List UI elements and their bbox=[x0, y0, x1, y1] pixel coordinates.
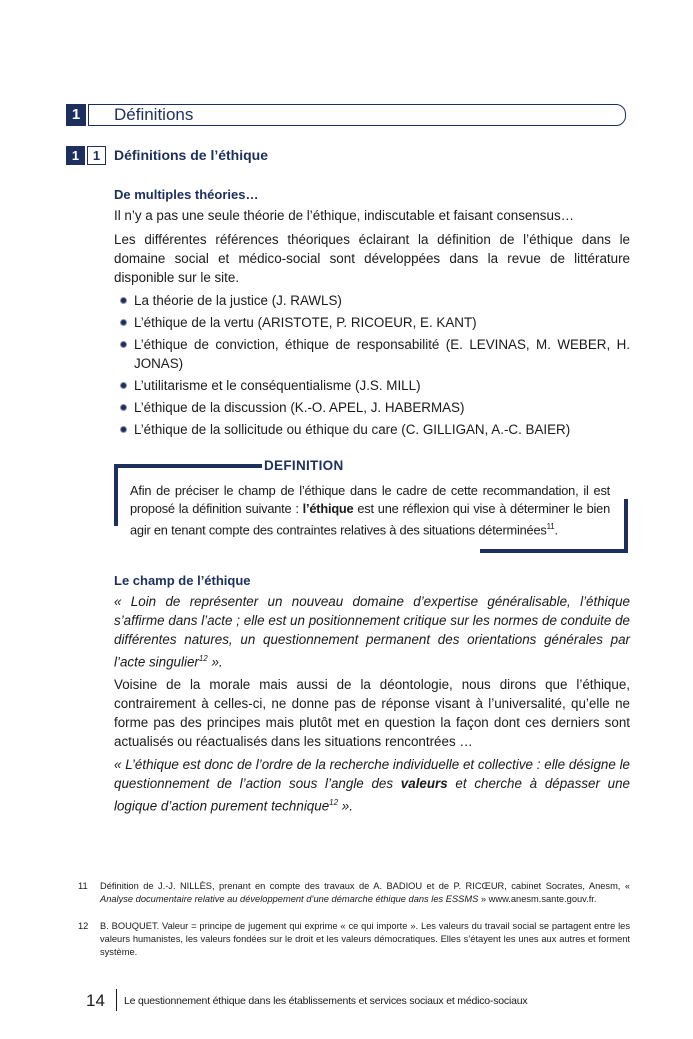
champ-heading: Le champ de l’éthique bbox=[114, 573, 251, 588]
definition-box bbox=[114, 459, 630, 555]
champ-quote-2: « L’éthique est donc de l’ordre de la recherche individuelle et collective : elle désigne le questionnement de l’action sous l’angle des valeurs et cherche à dépasser une logique d’action purement technique$^{12}$ ». bbox=[114, 757, 630, 814]
bullet-icon bbox=[120, 319, 127, 326]
definition-box-bottom-rule bbox=[480, 549, 628, 553]
values-term: valeurs bbox=[400, 776, 448, 792]
bullet-icon bbox=[120, 382, 127, 389]
champ-quote-1: « Loin de représenter un nouveau domaine d’expertise généralisable, l’éthique s’affirme dans l’acte ; elle est un positionnement critique sur les normes de conduite de différentes natures, un questionnement permanent des orientations générales par l’acte singulier$^{12}$ ». bbox=[114, 594, 630, 670]
section-title: Définitions bbox=[114, 105, 194, 124]
list-item: L’éthique de conviction, éthique de responsabilité (E. LEVINAS, M. WEBER, H. JONAS) bbox=[114, 335, 630, 373]
footnote-number: 12 bbox=[78, 921, 89, 931]
theories-paragraph-1: Il n’y a pas une seule théorie de l’éthique, indiscutable et faisant consensus… bbox=[114, 208, 575, 223]
list-item: La théorie de la justice (J. RAWLS) bbox=[114, 291, 630, 310]
definition-label: DEFINITION bbox=[264, 458, 344, 473]
theories-heading: De multiples théories… bbox=[114, 187, 259, 202]
footer-divider bbox=[116, 989, 117, 1011]
section-number: 1 bbox=[66, 104, 86, 126]
list-item: L’éthique de la vertu (ARISTOTE, P. RICOEUR, E. KANT) bbox=[114, 313, 630, 332]
theories-block bbox=[114, 186, 630, 442]
section-header bbox=[66, 104, 626, 126]
running-footer-title: Le questionnement éthique dans les établissements et services sociaux et médico-sociaux bbox=[124, 995, 528, 1007]
bullet-icon bbox=[120, 426, 127, 433]
subsection-number-2: 1 bbox=[87, 146, 106, 165]
subsection-number-1: 1 bbox=[66, 146, 85, 165]
list-item: L’éthique de la discussion (K.-O. APEL, J. HABERMAS) bbox=[114, 398, 630, 417]
footnote-ref: 11 bbox=[546, 522, 555, 531]
list-item: L’éthique de la sollicitude ou éthique du care (C. GILLIGAN, A.-C. BAIER) bbox=[114, 420, 630, 439]
subsection-title: Définitions de l’éthique bbox=[114, 147, 269, 163]
bullet-icon bbox=[120, 404, 127, 411]
theories-paragraph-2: Les différentes références théoriques éclairant la définition de l’éthique dans le domaine social et médico-social sont développées dans la revue de littérature disponible sur le site. bbox=[114, 232, 630, 285]
definition-box-left-rule bbox=[114, 464, 118, 526]
champ-block bbox=[114, 572, 630, 816]
bullet-icon bbox=[120, 341, 127, 348]
footnote-ref: 12 bbox=[329, 798, 339, 808]
bullet-icon bbox=[120, 297, 127, 304]
page-number: 14 bbox=[86, 991, 105, 1010]
champ-paragraph: Voisine de la morale mais aussi de la déontologie, nous dirons que l’éthique, contrairement à celles-ci, ne donne pas de réponse visant à l’universalité, qu’elle ne forme pas des principes mais plutôt met en question la façon dont ces derniers sont actualisés ou réactualisés dans les situations rencontrées … bbox=[114, 677, 630, 750]
definition-box-right-rule bbox=[624, 499, 628, 553]
footnote-11: 11 Définition de J.-J. NILLÈS, prenant en compte des travaux de A. BADIOU et de P. RICŒUR, cabinet Socrates, Anesm, « Analyse documentaire relative au développement d’une démarche éthique dans les ESSMS » www.anesm.sante.gouv.fr. bbox=[78, 881, 630, 904]
footnote-number: 11 bbox=[78, 881, 88, 891]
theories-list bbox=[114, 291, 630, 439]
footnote-ref: 12 bbox=[198, 654, 208, 663]
definition-term: l’éthique bbox=[302, 501, 354, 516]
definition-text: Afin de préciser le champ de l’éthique dans le cadre de cette recommandation, il est proposé la définition suivante : l’éthique est une réflexion qui vise à déterminer le bien agir en tenant compte des contraintes relatives à des situations déterminées$^{11}$. bbox=[130, 483, 611, 538]
footnote-12: 12 B. BOUQUET. Valeur = principe de jugement qui exprime « ce qui importe ». Les valeurs du travail social se partagent entre les valeurs humanistes, les valeurs fondées sur le droit et les valeurs démocratiques. Elles s’étayent les unes aux autres et forment système. bbox=[78, 921, 630, 957]
definition-box-top-rule bbox=[114, 464, 262, 468]
list-item: L’utilitarisme et le conséquentialisme (J.S. MILL) bbox=[114, 376, 630, 395]
